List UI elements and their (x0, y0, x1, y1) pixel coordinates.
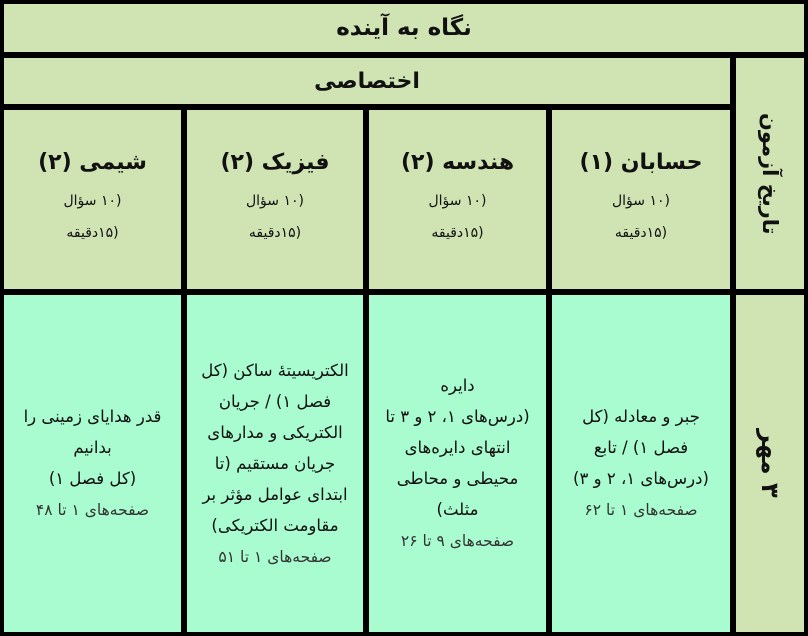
page-range: صفحه‌های ۹ تا ۲۶ (400, 532, 515, 550)
title-cell (4, 4, 804, 52)
page-title: نگاه به آینده (336, 15, 472, 41)
topic-cell-geometry (369, 295, 546, 632)
page-range: صفحه‌های ۱ تا ۶۲ (584, 501, 698, 519)
topic-line: (کل فصل ۱) (48, 469, 137, 488)
topic-cell-chemistry (4, 295, 181, 632)
subject-name: شیمی (۲) (38, 150, 147, 175)
topic-line: الکتریکی و مدارهای (207, 422, 343, 442)
section-subtitle: اختصاصی (314, 68, 420, 94)
topic-line: الکتریسیتهٔ ساکن (کل (201, 360, 349, 380)
duration: (۱۵دقیقه (66, 225, 119, 241)
page-range: صفحه‌های ۱ تا ۵۱ (218, 547, 332, 566)
subject-header-chemistry (4, 110, 181, 289)
subject-name: هندسه (۲) (400, 150, 515, 175)
topic-line: جبر و معادله (کل (582, 407, 700, 426)
topic-line: (درس‌های ۱، ۲ و ۳ تا (385, 407, 530, 426)
exam-date: ۳ مهر (756, 429, 784, 498)
topic-line: محیطی و محاطی (396, 469, 519, 488)
question-count: (۱۰ سؤال (428, 193, 487, 209)
topic-cell-physics (187, 295, 363, 632)
topic-line: ابتدای عوامل مؤثر بر (202, 484, 348, 504)
duration: (۱۵دقیقه (248, 225, 302, 241)
date-label-cell (736, 58, 804, 289)
topic-line: مثلث) (436, 500, 479, 519)
subject-name: حسابان (۱) (579, 150, 703, 175)
question-count: (۱۰ سؤال (612, 193, 670, 209)
subject-name: فیزیک (۲) (220, 150, 330, 175)
duration: (۱۵دقیقه (431, 225, 484, 241)
topic-line: فصل ۱) / جریان (218, 391, 332, 411)
subject-header-calculus (552, 110, 730, 289)
topic-line: (درس‌های ۱، ۲ و ۳) (573, 469, 709, 488)
subject-header-physics (187, 110, 363, 289)
topic-line: جریان مستقیم (تا (214, 453, 336, 473)
exam-date-cell (736, 295, 804, 632)
topic-line: فصل ۱) / تابع (593, 438, 689, 457)
page-range: صفحه‌های ۱ تا ۴۸ (35, 501, 150, 519)
topic-line: دایره (440, 376, 475, 395)
topic-line: قدر هدایای زمینی را (23, 407, 162, 426)
question-count: (۱۰ سؤال (246, 193, 304, 209)
subtitle-cell (4, 58, 730, 104)
topic-cell-calculus (552, 295, 730, 632)
subject-header-geometry (369, 110, 546, 289)
duration: (۱۵دقیقه (614, 225, 668, 241)
topic-line: بدانیم (73, 438, 112, 457)
topic-line: انتهای دایره‌های (404, 438, 511, 457)
question-count: (۱۰ سؤال (63, 193, 122, 209)
date-label: تاریخ آزمون (758, 112, 782, 235)
topic-line: مقاومت الکتریکی) (211, 515, 339, 535)
